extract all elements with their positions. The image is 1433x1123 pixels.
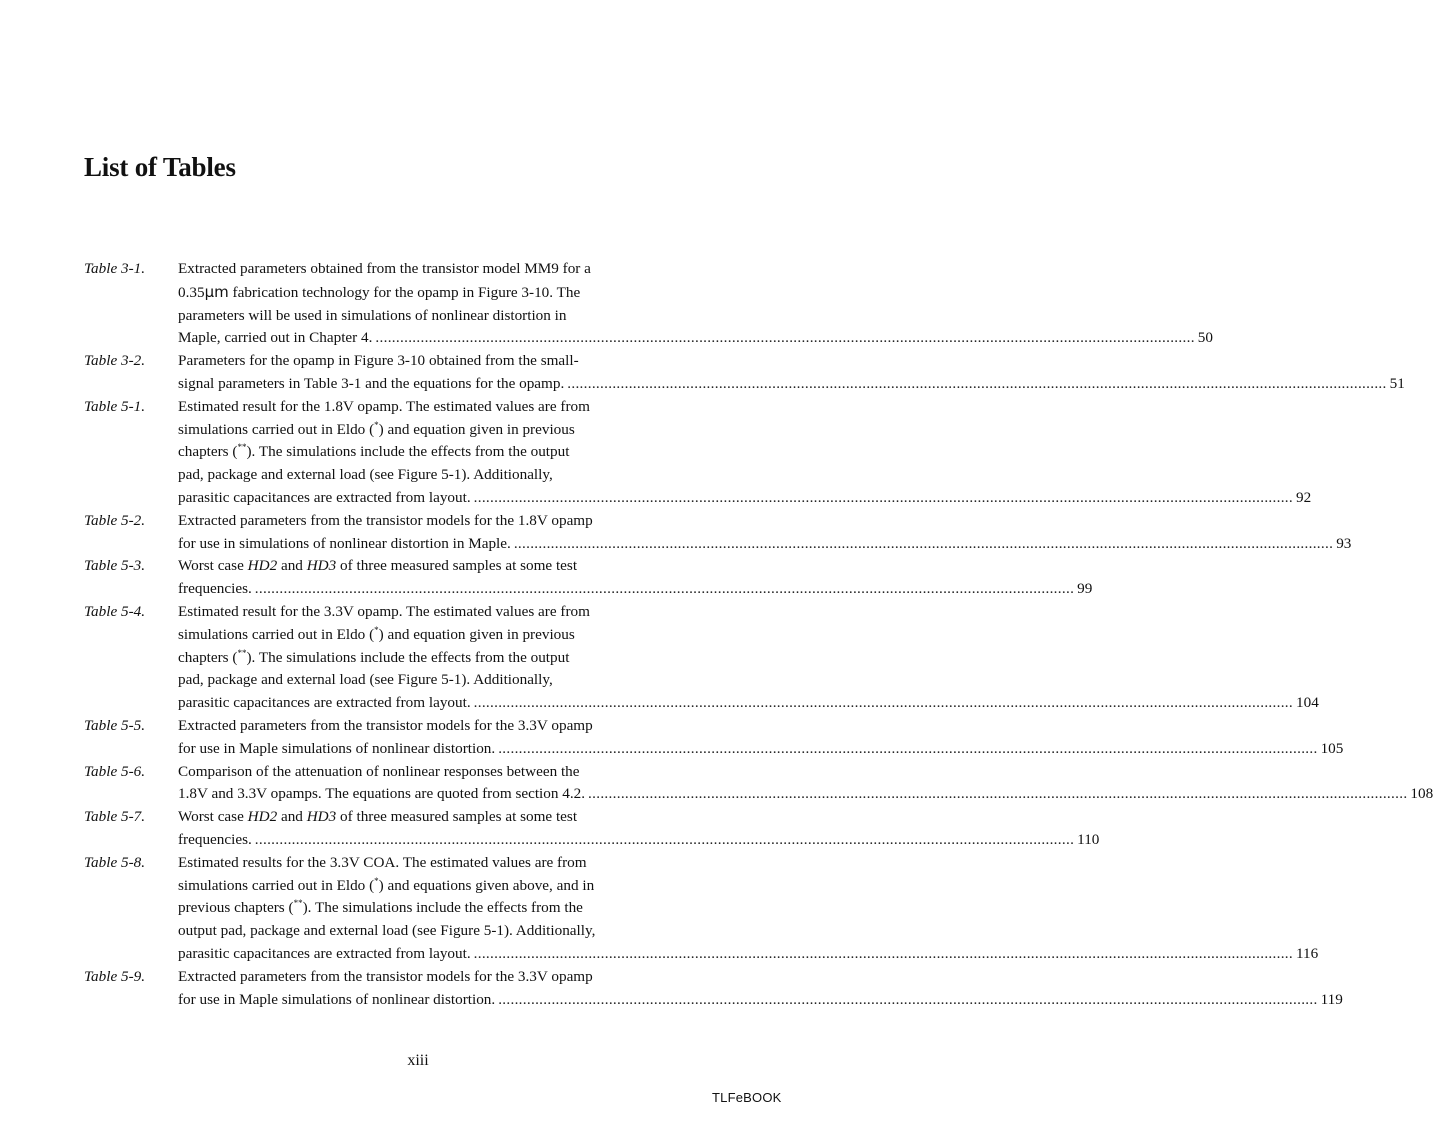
table-label: Table 3-1.	[84, 260, 146, 277]
table-entry	[84, 966, 1343, 1012]
caption-last-line	[178, 487, 1312, 510]
table-label: Table 5-5.	[84, 716, 146, 734]
caption-line: parasitic capacitances are extracted from layout.	[178, 694, 471, 712]
caption-line: 1.8V and 3.3V opamps. The equations are quoted from section 4.2.	[178, 785, 586, 803]
page-ref: 93	[1336, 534, 1352, 552]
table-caption	[178, 715, 1344, 761]
page-title: List of Tables	[84, 152, 236, 183]
table-entry	[84, 258, 1213, 350]
caption-line: Extracted parameters from the transistor models for the 1.8V opamp	[178, 511, 593, 529]
caption-line: for use in Maple simulations of nonlinear distortion.	[178, 739, 496, 757]
caption-line: Parameters for the opamp in Figure 3-10 obtained from the small-	[178, 352, 579, 370]
dot-leader	[588, 783, 1407, 806]
page-ref: 105	[1320, 739, 1344, 757]
dot-leader	[375, 327, 1194, 350]
table-caption	[178, 806, 1100, 852]
caption-line: Extracted parameters from the transistor models for the 3.3V opamp	[178, 716, 593, 734]
caption-line: previous chapters (**). The simulations include the effects from the	[178, 898, 583, 917]
page-ref: 99	[1077, 580, 1093, 598]
caption-line: frequencies.	[178, 580, 252, 598]
table-entry	[84, 715, 1344, 761]
caption-line: Comparison of the attenuation of nonlinear responses between the	[178, 762, 580, 780]
caption-last-line	[178, 692, 1319, 715]
table-label: Table 5-1.	[84, 397, 146, 415]
table-label: Table 5-8.	[84, 853, 146, 871]
caption-line: Extracted parameters obtained from the transistor model MM9 for a	[178, 260, 591, 277]
table-caption	[178, 555, 1093, 601]
caption-line: for use in simulations of nonlinear distortion in Maple.	[178, 534, 511, 552]
caption-line: 0.35μm fabrication technology for the opamp in Figure 3-10. The	[178, 282, 581, 301]
table-entry	[84, 555, 1093, 601]
caption-last-line	[178, 533, 1352, 556]
caption-line: parameters will be used in simulations of nonlinear distortion in	[178, 306, 567, 324]
caption-last-line	[178, 738, 1344, 761]
table-caption	[178, 966, 1343, 1012]
caption-line: simulations carried out in Eldo (*) and equation given in previous	[178, 419, 575, 438]
table-caption	[178, 510, 1352, 556]
page-ref: 119	[1320, 990, 1343, 1008]
caption-line: pad, package and external load (see Figure 5-1). Additionally,	[178, 671, 553, 689]
dot-leader	[255, 829, 1074, 852]
table-label: Table 5-3.	[84, 557, 146, 575]
table-caption	[178, 852, 1319, 966]
table-label: Table 5-7.	[84, 808, 146, 826]
caption-last-line	[178, 373, 1405, 396]
page-ref: 50	[1197, 329, 1213, 347]
caption-line: Worst case HD2 and HD3 of three measured samples at some test	[178, 808, 578, 826]
dot-leader	[474, 692, 1293, 715]
table-caption	[178, 601, 1319, 715]
caption-last-line	[178, 989, 1343, 1012]
caption-last-line	[178, 327, 1213, 350]
page-ref: 108	[1410, 785, 1433, 803]
caption-line: chapters (**). The simulations include the effects from the output	[178, 442, 570, 461]
caption-last-line	[178, 943, 1319, 966]
table-entry	[84, 806, 1100, 852]
page-number: xiii	[407, 1052, 429, 1069]
caption-line: Estimated results for the 3.3V COA. The estimated values are from	[178, 853, 587, 871]
caption-line: for use in Maple simulations of nonlinear distortion.	[178, 990, 496, 1008]
caption-line: simulations carried out in Eldo (*) and equation given in previous	[178, 624, 575, 643]
caption-line: parasitic capacitances are extracted from layout.	[178, 944, 471, 962]
caption-line: Extracted parameters from the transistor models for the 3.3V opamp	[178, 967, 593, 985]
table-entry	[84, 852, 1319, 966]
dot-leader	[474, 487, 1293, 510]
table-entry	[84, 761, 1433, 807]
dot-leader	[567, 373, 1386, 396]
table-entry	[84, 396, 1312, 510]
page-ref: 110	[1077, 830, 1100, 848]
caption-line: Worst case HD2 and HD3 of three measured samples at some test	[178, 557, 578, 575]
table-caption	[178, 350, 1405, 396]
table-label: Table 5-4.	[84, 602, 146, 620]
dot-leader	[514, 533, 1333, 556]
caption-last-line	[178, 829, 1100, 852]
dot-leader	[498, 738, 1317, 761]
caption-line: output pad, package and external load (see Figure 5-1). Additionally,	[178, 922, 596, 940]
caption-line: parasitic capacitances are extracted from layout.	[178, 488, 471, 506]
page-ref: 92	[1296, 488, 1312, 506]
table-caption	[178, 761, 1433, 807]
caption-last-line	[178, 578, 1093, 601]
caption-line: Estimated result for the 1.8V opamp. The estimated values are from	[178, 397, 590, 415]
caption-line: frequencies.	[178, 830, 252, 848]
page-ref: 104	[1296, 694, 1319, 712]
table-label: Table 3-2.	[84, 352, 146, 370]
list-of-tables	[84, 258, 1433, 1011]
dot-leader	[474, 943, 1293, 966]
table-label: Table 5-6.	[84, 762, 146, 780]
caption-last-line	[178, 783, 1433, 806]
page-ref: 51	[1389, 374, 1405, 392]
table-label: Table 5-9.	[84, 967, 146, 985]
dot-leader	[255, 578, 1074, 601]
table-caption	[178, 258, 1213, 350]
table-label: Table 5-2.	[84, 511, 146, 529]
caption-line: pad, package and external load (see Figure 5-1). Additionally,	[178, 466, 553, 484]
table-entry	[84, 510, 1352, 556]
watermark: TLFeBOOK	[712, 1090, 782, 1105]
caption-line: simulations carried out in Eldo (*) and equations given above, and in	[178, 875, 595, 894]
dot-leader	[498, 989, 1317, 1012]
table-entry	[84, 350, 1405, 396]
caption-line: Estimated result for the 3.3V opamp. The estimated values are from	[178, 602, 590, 620]
caption-line: chapters (**). The simulations include the effects from the output	[178, 647, 570, 666]
caption-line: signal parameters in Table 3-1 and the equations for the opamp.	[178, 374, 565, 392]
page-ref: 116	[1296, 944, 1319, 962]
caption-line: Maple, carried out in Chapter 4.	[178, 329, 373, 347]
table-caption	[178, 396, 1312, 510]
table-entry	[84, 601, 1319, 715]
